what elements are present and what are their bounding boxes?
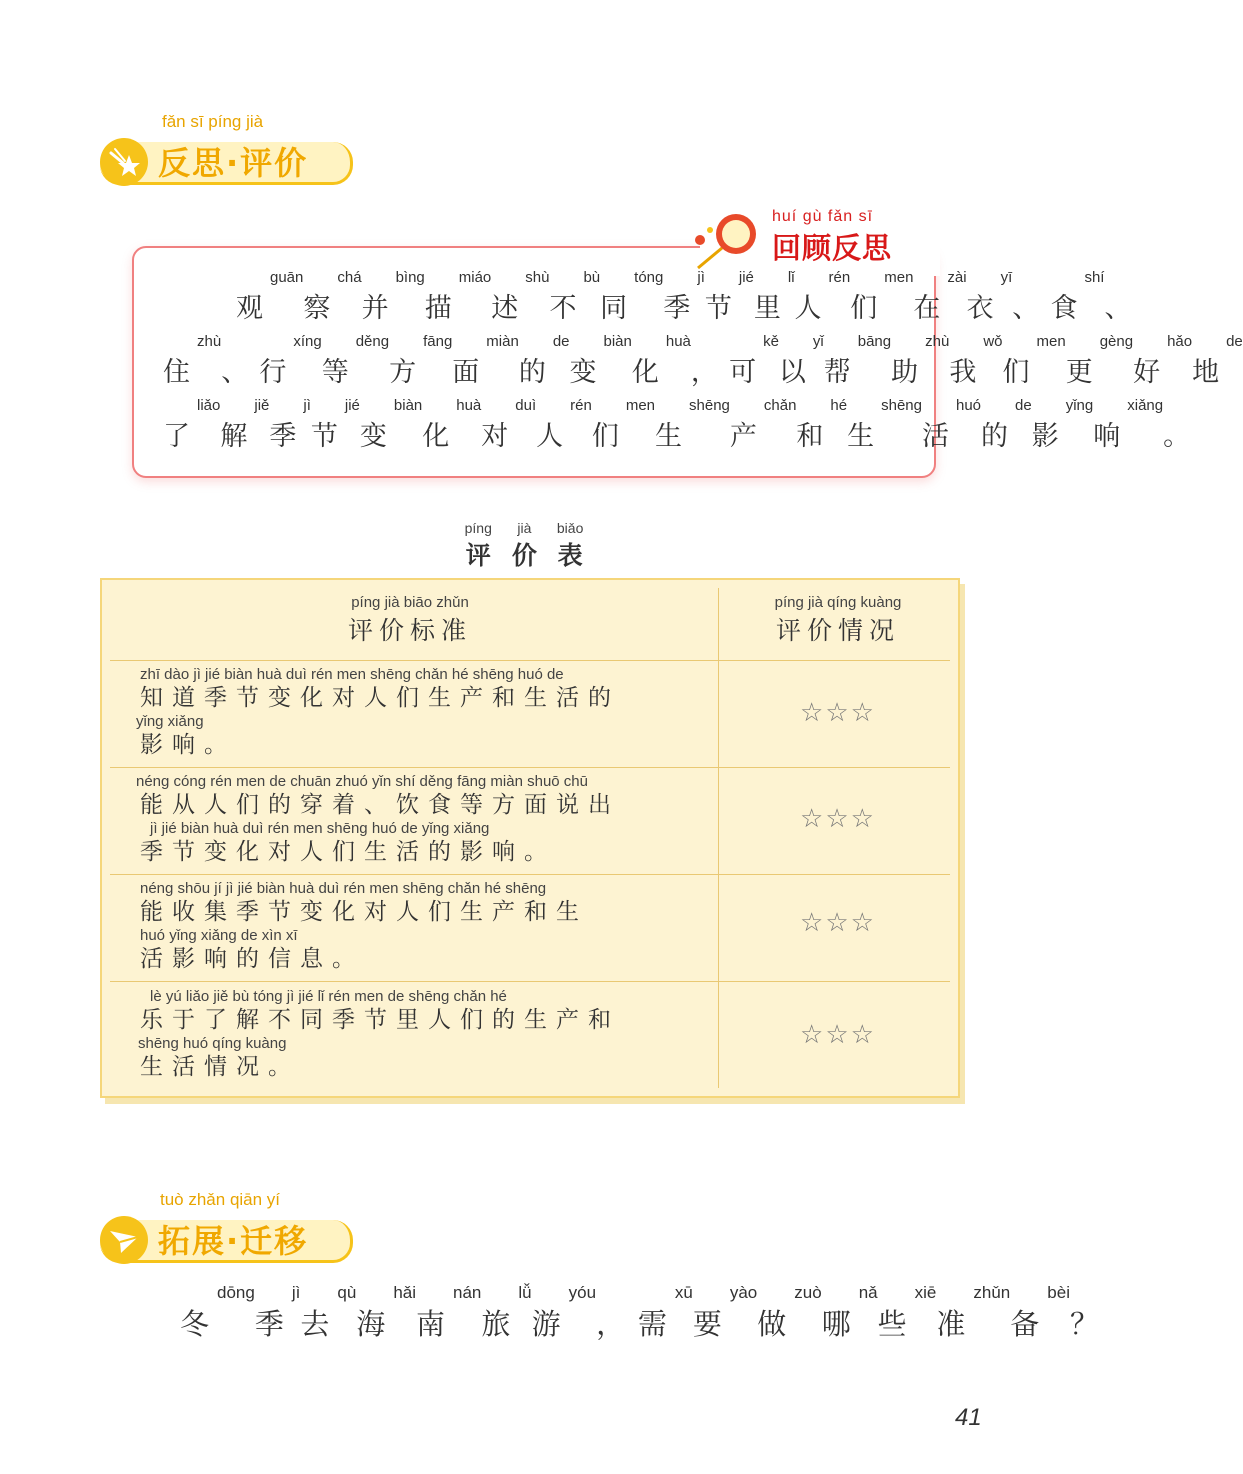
reflect-line-2 — [163, 334, 1243, 389]
criterion-pinyin: yǐng xiǎng — [136, 713, 204, 730]
rating-stars[interactable]: ☆☆☆ — [800, 908, 876, 938]
ruby-char: 同tóng — [600, 269, 664, 324]
criterion-pinyin: huó yǐng xiǎng de xìn xī — [140, 927, 298, 944]
reflect-line-3 — [163, 398, 1201, 453]
table-title — [0, 520, 1048, 572]
table-row — [140, 988, 700, 1082]
ruby-char: 人rén — [536, 397, 592, 452]
ruby-char: 、 — [221, 357, 256, 388]
ruby-char: 住zhù — [163, 333, 222, 388]
ruby-char: 准zhǔn — [936, 1283, 1011, 1341]
table-row — [136, 773, 700, 867]
ruby-char: 影yǐng — [1031, 397, 1094, 452]
ruby-char: ， — [596, 1307, 634, 1341]
ruby-char: 等děng — [321, 333, 390, 388]
ruby-char: 更gèng — [1065, 333, 1134, 388]
criterion-text: 乐于了解不同季节里人们的生产和 — [140, 1007, 620, 1033]
criterion-text: 季节变化对人们生活的影响。 — [140, 839, 556, 865]
ruby-char: 面miàn — [452, 333, 519, 388]
criterion-text: 活影响的信息。 — [140, 946, 364, 972]
page-number: 41 — [955, 1404, 982, 1431]
title-pinyin-2: jià — [517, 520, 532, 536]
ruby-char: 季jì — [663, 269, 705, 324]
ruby-char: 以yǐ — [778, 333, 824, 388]
header-status-pinyin: píng jià qíng kuàng — [774, 594, 902, 611]
ruby-char: 食shí — [1050, 269, 1105, 324]
criterion-text: 生活情况。 — [140, 1054, 300, 1080]
ruby-char: 行xíng — [259, 333, 322, 388]
ruby-char: 们men — [850, 269, 914, 324]
ruby-char: 南nán — [416, 1283, 482, 1341]
ruby-char: 方fāng — [389, 333, 453, 388]
evaluation-table — [100, 578, 960, 1098]
ruby-char: ， — [690, 357, 725, 388]
section-heading-reflect — [100, 108, 360, 188]
ruby-char: 。 — [1163, 421, 1198, 452]
ruby-char: 季jì — [254, 1283, 301, 1341]
section-heading-extension — [100, 1186, 360, 1266]
drum-icon — [692, 208, 762, 270]
tag-title: 回顾反思 — [772, 231, 893, 265]
ruby-char: 了liǎo — [163, 397, 221, 452]
ruby-char: 变biàn — [359, 397, 423, 452]
row-divider — [110, 874, 950, 875]
header-criteria — [102, 594, 718, 647]
table-row — [140, 880, 700, 974]
section-title: 拓展·迁移 — [158, 1222, 309, 1260]
paper-plane-icon — [100, 1216, 148, 1264]
criterion-text: 能从人们的穿着、饮食等方面说出 — [140, 792, 620, 818]
header-criteria-pinyin: píng jià biāo zhǔn — [351, 594, 469, 611]
title-char-3: 表 — [557, 541, 583, 570]
column-divider — [718, 588, 719, 1088]
ruby-char: 哪nǎ — [821, 1283, 878, 1341]
ruby-char: 响xiǎng — [1093, 397, 1164, 452]
row-divider — [110, 660, 950, 661]
header-status-text: 评价情况 — [775, 616, 900, 645]
title-char-2: 价 — [511, 541, 537, 570]
row-divider — [110, 767, 950, 768]
tag-pinyin: huí gù fǎn sī — [772, 208, 874, 225]
criterion-pinyin: lè yú liǎo jiě bù tóng jì jié lǐ rén men de shēng chǎn hé — [150, 988, 507, 1005]
ruby-char: 备bèi — [1010, 1283, 1070, 1341]
section-title: 反思·评价 — [158, 144, 309, 182]
ruby-char: 化huà — [422, 397, 482, 452]
ruby-char: 生shēng — [655, 397, 730, 452]
ruby-char: 活huó — [921, 397, 982, 452]
ruby-char: 好hǎo — [1133, 333, 1193, 388]
ruby-char: 、 — [1012, 293, 1047, 324]
ruby-char: 我wǒ — [949, 333, 1003, 388]
criterion-text: 影响。 — [140, 732, 236, 758]
title-char-1: 评 — [465, 541, 491, 570]
ruby-char: 助zhù — [891, 333, 950, 388]
ruby-char: 海hǎi — [356, 1283, 416, 1341]
ruby-char: 生shēng — [847, 397, 922, 452]
section-pinyin: tuò zhǎn qiān yí — [160, 1190, 281, 1209]
ruby-char: 察chá — [303, 269, 362, 324]
ruby-char: 冬dōng — [180, 1283, 255, 1341]
criterion-text: 知道季节变化对人们生产和生活的 — [140, 685, 620, 711]
criterion-pinyin: zhī dào jì jié biàn huà duì rén men shēng chǎn hé shēng huó de — [140, 666, 564, 683]
ruby-char: 变biàn — [569, 333, 632, 388]
ruby-char: 产chǎn — [729, 397, 797, 452]
title-pinyin-3: biǎo — [556, 520, 584, 536]
ruby-char: 节jié — [704, 269, 754, 324]
criterion-pinyin: shēng huó qíng kuàng — [138, 1035, 287, 1052]
ruby-char: 解jiě — [220, 397, 270, 452]
header-criteria-text: 评价标准 — [347, 616, 472, 645]
ruby-char: 些xiē — [877, 1283, 937, 1341]
ruby-char: 可kě — [729, 333, 779, 388]
star-badge-icon — [100, 138, 148, 186]
criterion-text: 能收集季节变化对人们生产和生 — [140, 899, 588, 925]
ruby-char: 在zài — [913, 269, 967, 324]
ruby-char: 里lǐ — [753, 269, 795, 324]
ruby-char: 描miáo — [424, 269, 492, 324]
ruby-char: 做zuò — [757, 1283, 822, 1341]
ruby-char: 节jié — [310, 397, 360, 452]
ruby-char: 季jì — [269, 397, 311, 452]
title-pinyin-1: píng — [464, 520, 492, 536]
ruby-char: 和hé — [796, 397, 848, 452]
ruby-char: 要yào — [692, 1283, 758, 1341]
ruby-char: 化huà — [631, 333, 691, 388]
ruby-char: 们men — [591, 397, 656, 452]
criterion-pinyin: néng cóng rén men de chuān zhuó yǐn shí děng fāng miàn shuō chū — [136, 773, 588, 790]
ruby-char: 对duì — [481, 397, 537, 452]
ruby-char: 衣yī — [966, 269, 1013, 324]
section-pinyin: fǎn sī píng jià — [162, 112, 264, 131]
ruby-char: 不bù — [549, 269, 601, 324]
ruby-char: 人rén — [794, 269, 851, 324]
reflect-tag — [700, 206, 940, 276]
ruby-char: 帮bāng — [823, 333, 892, 388]
ruby-char: 去qù — [300, 1283, 357, 1341]
ruby-char: 游yóu — [531, 1283, 597, 1341]
ruby-char: 述shù — [491, 269, 550, 324]
ruby-char: 们men — [1002, 333, 1066, 388]
reflect-line-1 — [236, 270, 1143, 325]
ruby-char: 需xū — [637, 1283, 693, 1341]
rating-stars[interactable]: ☆☆☆ — [800, 698, 876, 728]
ruby-char: 并bìng — [361, 269, 425, 324]
criterion-pinyin: néng shōu jí jì jié biàn huà duì rén men shēng chǎn hé shēng — [140, 880, 547, 897]
ruby-char: 的de — [518, 333, 570, 388]
ruby-char: 旅lǚ — [481, 1283, 532, 1341]
table-row — [136, 666, 700, 760]
row-divider — [110, 981, 950, 982]
rating-stars[interactable]: ☆☆☆ — [800, 804, 876, 834]
extension-question — [180, 1284, 1112, 1343]
ruby-char: 地de — [1192, 333, 1243, 388]
ruby-char: 的de — [981, 397, 1032, 452]
criterion-pinyin: jì jié biàn huà duì rén men shēng huó de yǐng xiǎng — [150, 820, 490, 837]
ruby-char: 、 — [1104, 293, 1139, 324]
rating-stars[interactable]: ☆☆☆ — [800, 1020, 876, 1050]
header-status — [718, 594, 958, 647]
ruby-char: ？ — [1069, 1307, 1107, 1341]
ruby-char: 观guān — [236, 269, 304, 324]
